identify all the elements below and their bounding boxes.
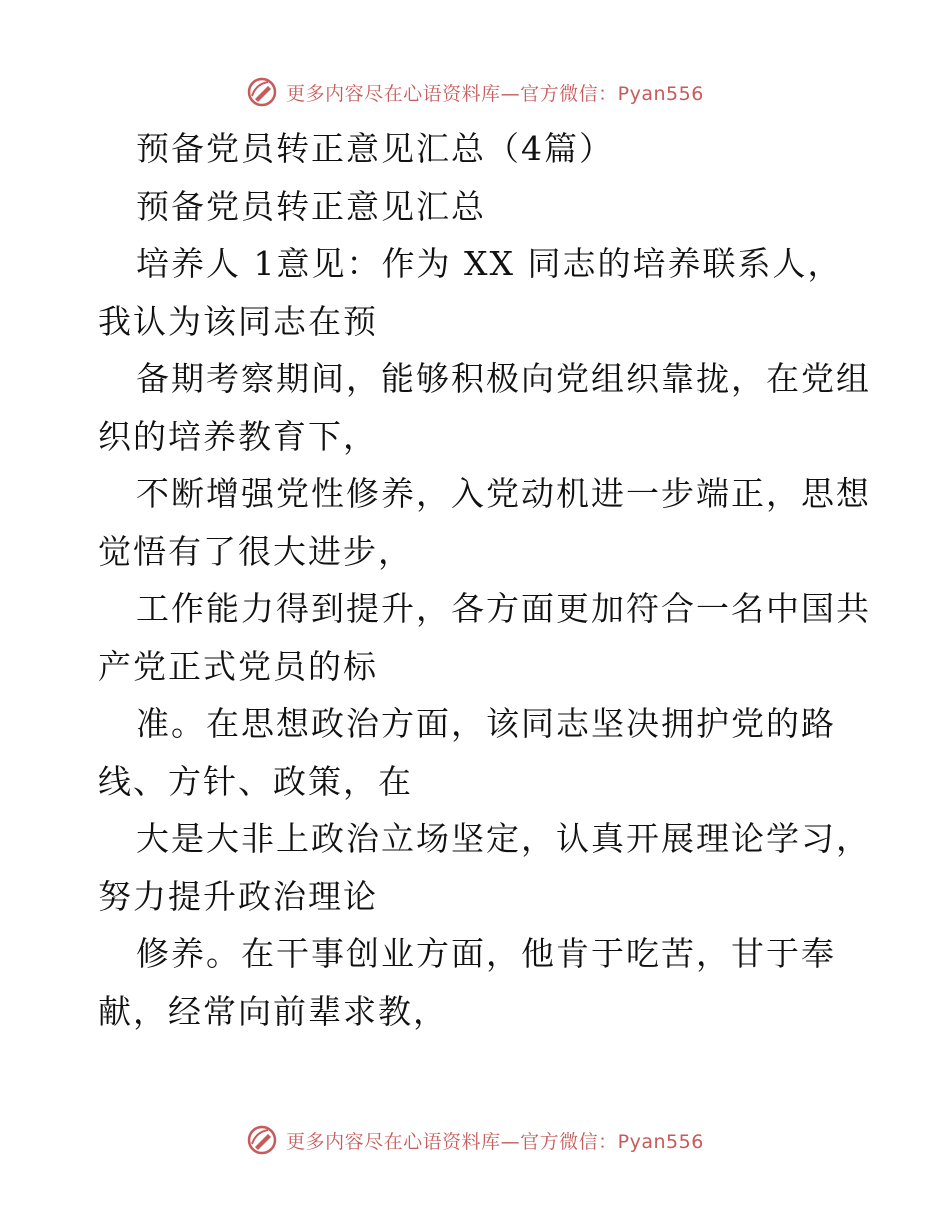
doc-line: 努力提升政治理论 bbox=[98, 876, 378, 916]
doc-line: 我认为该同志在预 bbox=[98, 301, 378, 341]
doc-line: 不断增强党性修养，入党动机进一步端正，思想 bbox=[136, 474, 871, 513]
pen-in-circle-logo-icon bbox=[246, 76, 278, 108]
doc-line: 献，经常向前辈求教， bbox=[98, 991, 448, 1031]
doc-line: 修养。在干事创业方面，他肯于吃苦，甘于奉 bbox=[136, 934, 836, 973]
watermark-header bbox=[0, 72, 950, 112]
pen-in-circle-logo-icon bbox=[246, 1124, 278, 1156]
doc-line: 准。在思想政治方面，该同志坚决拥护党的路 bbox=[136, 704, 836, 743]
doc-line: 织的培养教育下， bbox=[98, 416, 378, 456]
doc-line: 大是大非上政治立场坚定，认真开展理论学习， bbox=[136, 819, 871, 858]
doc-line: 备期考察期间，能够积极向党组织靠拢，在党组 bbox=[136, 359, 871, 398]
doc-line: 培养人 1意见：作为 XX 同志的培养联系人， bbox=[136, 244, 843, 283]
watermark-text: 更多内容尽在心语资料库—官方微信：Pyan556 bbox=[286, 82, 704, 105]
doc-line: 产党正式党员的标 bbox=[98, 646, 378, 686]
doc-line: 线、方针、政策，在 bbox=[98, 761, 413, 801]
doc-title: 预备党员转正意见汇总（4篇） bbox=[136, 129, 614, 168]
watermark-text: 更多内容尽在心语资料库—官方微信：Pyan556 bbox=[286, 1130, 704, 1153]
doc-line: 觉悟有了很大进步， bbox=[98, 531, 413, 571]
document-body bbox=[98, 120, 871, 1040]
watermark-footer bbox=[0, 1120, 950, 1160]
doc-line: 工作能力得到提升，各方面更加符合一名中国共 bbox=[136, 589, 871, 628]
doc-subtitle: 预备党员转正意见汇总 bbox=[136, 186, 486, 226]
